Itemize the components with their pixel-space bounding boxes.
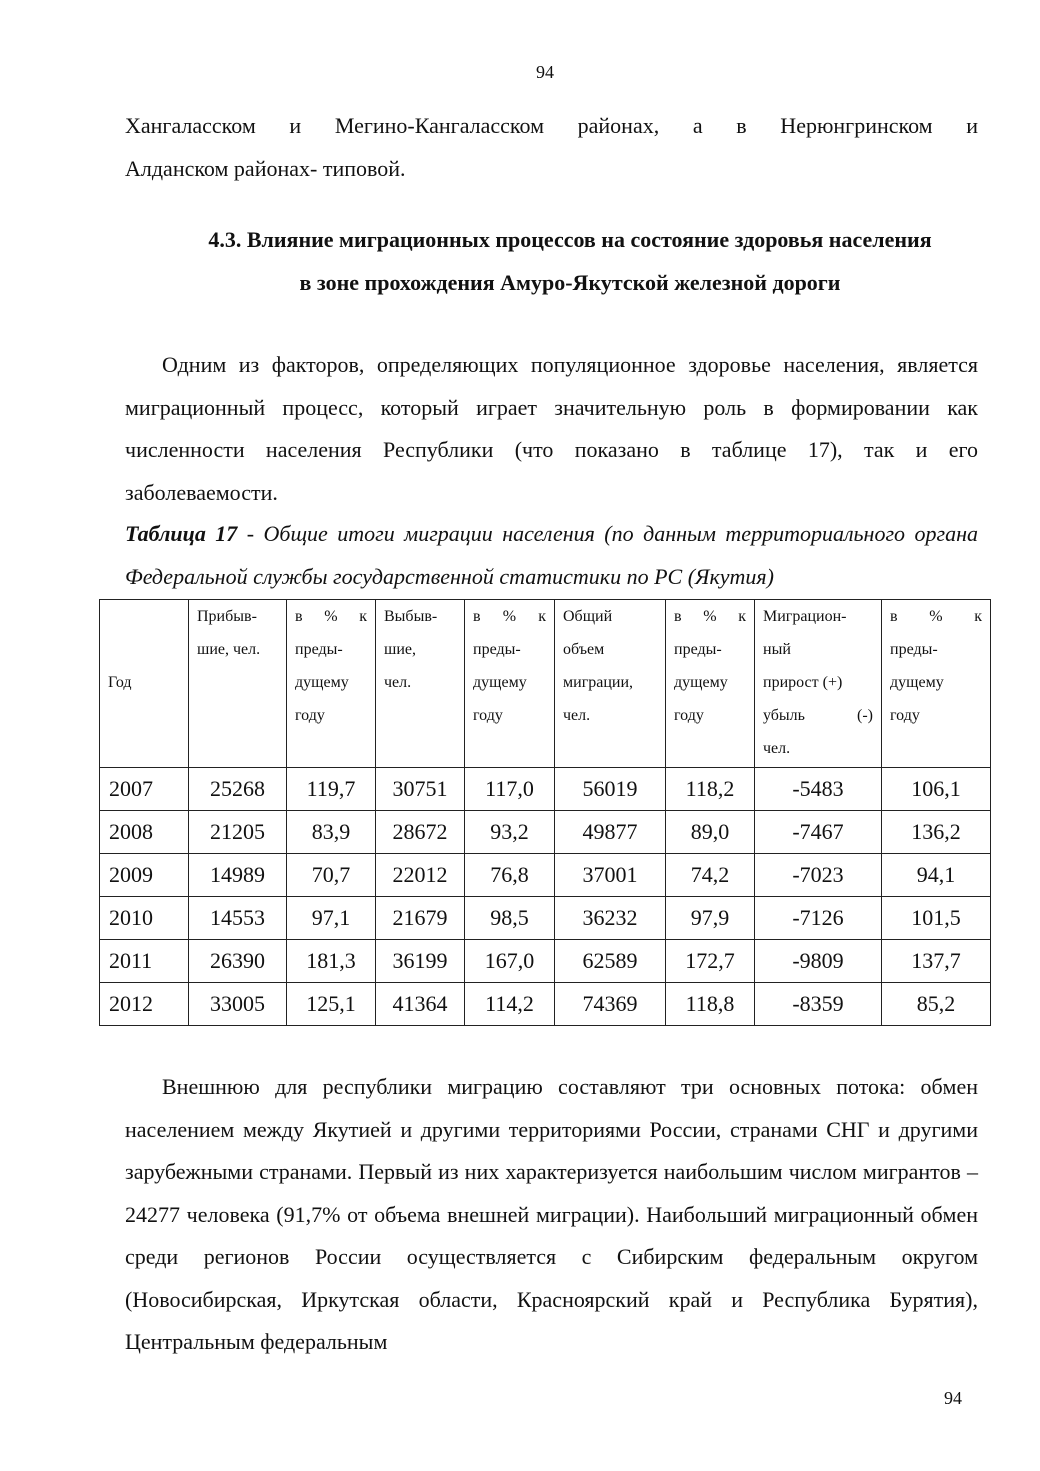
table-cell: 137,7 <box>882 940 991 983</box>
year-cell: 2011 <box>100 940 189 983</box>
table-cell: 76,8 <box>465 854 555 897</box>
table-cell: 36199 <box>376 940 465 983</box>
table-row <box>100 811 991 854</box>
intro-line: Алданском районах- типовой. <box>125 155 406 181</box>
table-cell: -9809 <box>755 940 882 983</box>
migration-table <box>99 599 991 1026</box>
header-line: шие, чел. <box>197 641 261 658</box>
table-cell: 98,5 <box>465 897 555 940</box>
table-cell: 28672 <box>376 811 465 854</box>
paragraph-1: Одним из факторов, определяющих популяционное здоровье населения, является миграционный процесс, который играет значительную роль в формировании как численности населения Республики (что показано в таблице 17), так и его заболеваемости. <box>125 352 978 505</box>
header-line: Общий <box>563 608 613 625</box>
header-cell <box>100 600 189 768</box>
header-line: Прибыв- <box>197 608 257 625</box>
table-cell: 14989 <box>189 854 287 897</box>
table-cell: 22012 <box>376 854 465 897</box>
table-cell: 118,8 <box>666 983 755 1026</box>
section-heading-line: 4.3. Влияние миграционных процессов на состояние здоровья населения <box>208 227 932 252</box>
table-row <box>100 983 991 1026</box>
intro-text <box>125 105 978 190</box>
header-line: Год <box>108 674 132 691</box>
header-line: шие, <box>384 641 416 658</box>
header-line: преды- <box>674 641 722 658</box>
table-cell: 118,2 <box>666 768 755 811</box>
header-line: Миграцион- <box>763 608 847 625</box>
header-line: Выбыв- <box>384 608 438 625</box>
table-cell: 85,2 <box>882 983 991 1026</box>
header-line: году <box>890 707 920 724</box>
header-line: в % к <box>295 608 367 625</box>
table-cell: 36232 <box>555 897 666 940</box>
table-cell: 117,0 <box>465 768 555 811</box>
header-line: в % к <box>674 608 746 625</box>
header-line: миграции, <box>563 674 634 691</box>
table-cell: 30751 <box>376 768 465 811</box>
table-cell: 49877 <box>555 811 666 854</box>
table-cell: 97,9 <box>666 897 755 940</box>
table-cell: 37001 <box>555 854 666 897</box>
header-line: году <box>674 707 704 724</box>
header-line: преды- <box>473 641 521 658</box>
table-cell: 101,5 <box>882 897 991 940</box>
table-cell: 26390 <box>189 940 287 983</box>
table-cell: 41364 <box>376 983 465 1026</box>
table-cell: 136,2 <box>882 811 991 854</box>
year-cell: 2008 <box>100 811 189 854</box>
table-cell: 93,2 <box>465 811 555 854</box>
paragraph-2: Внешнюю для республики миграцию составляют три основных потока: обмен населением между Якутией и другими территориями России, странами СНГ и другими зарубежными странами. Первый из них характеризуется наибольшим числом мигрантов – 24277 человека (91,7% от объема внешней миграции). Наибольший миграционный обмен среди регионов России осуществляется с Сибирским федеральным округом (Новосибирская, Иркутская области, Красноярский край и Республика Бурятия), Центральным федеральным <box>125 1074 978 1354</box>
table-caption-text: - Общие итоги миграции населения (по данным территориального органа Федеральной службы государственной статистики по РС (Якутия) <box>125 521 978 589</box>
table-row <box>100 768 991 811</box>
header-line: чел. <box>763 740 791 757</box>
table-cell: 33005 <box>189 983 287 1026</box>
table-cell: -7126 <box>755 897 882 940</box>
section-heading <box>125 219 1015 304</box>
table-cell: 56019 <box>555 768 666 811</box>
table-cell: 25268 <box>189 768 287 811</box>
table-cell: 114,2 <box>465 983 555 1026</box>
table-cell: 125,1 <box>287 983 376 1026</box>
header-cell <box>666 600 755 768</box>
header-line: ный <box>763 641 791 658</box>
table-cell: 83,9 <box>287 811 376 854</box>
header-cell <box>755 600 882 768</box>
header-line: преды- <box>890 641 938 658</box>
table-cell: 70,7 <box>287 854 376 897</box>
header-line: году <box>473 707 503 724</box>
table-cell: 21679 <box>376 897 465 940</box>
table-cell: 62589 <box>555 940 666 983</box>
table-cell: -7467 <box>755 811 882 854</box>
header-line: году <box>295 707 325 724</box>
header-line: дущему <box>674 674 728 691</box>
page-number-top: 94 <box>536 62 554 82</box>
table-cell: 181,3 <box>287 940 376 983</box>
page-number-bottom: 94 <box>944 1388 962 1408</box>
table-cell: -7023 <box>755 854 882 897</box>
year-cell: 2012 <box>100 983 189 1026</box>
table-cell: 74369 <box>555 983 666 1026</box>
table-cell: 106,1 <box>882 768 991 811</box>
table-cell: 94,1 <box>882 854 991 897</box>
table-cell: 172,7 <box>666 940 755 983</box>
header-cell <box>465 600 555 768</box>
table-cell: -8359 <box>755 983 882 1026</box>
year-cell: 2010 <box>100 897 189 940</box>
table-row <box>100 897 991 940</box>
table-caption <box>125 513 978 598</box>
header-line: преды- <box>295 641 343 658</box>
year-cell: 2007 <box>100 768 189 811</box>
header-line: дущему <box>890 674 944 691</box>
header-cell <box>189 600 287 768</box>
header-line: в % к <box>890 608 982 625</box>
section-heading-line: в зоне прохождения Амуро-Якутской железной дороги <box>299 269 841 295</box>
table-cell: 119,7 <box>287 768 376 811</box>
header-line: убыль (-) <box>763 707 873 724</box>
header-line: в % к <box>473 608 546 625</box>
table-caption-label: Таблица 17 <box>125 521 238 546</box>
header-line: прирост (+) <box>763 674 843 691</box>
table-cell: -5483 <box>755 768 882 811</box>
table-row <box>100 940 991 983</box>
table-header-row <box>100 600 991 768</box>
table-cell: 89,0 <box>666 811 755 854</box>
header-line: дущему <box>473 674 527 691</box>
header-line: дущему <box>295 674 349 691</box>
header-cell <box>882 600 991 768</box>
header-cell <box>555 600 666 768</box>
header-line: чел. <box>384 674 412 691</box>
year-cell: 2009 <box>100 854 189 897</box>
table-cell: 21205 <box>189 811 287 854</box>
header-cell <box>287 600 376 768</box>
table-row <box>100 854 991 897</box>
table-cell: 97,1 <box>287 897 376 940</box>
header-line: объем <box>563 641 605 658</box>
table-cell: 167,0 <box>465 940 555 983</box>
intro-line: Хангаласском и Мегино-Кангаласском районах, а в Нерюнгринском и <box>125 113 978 138</box>
header-line: чел. <box>563 707 591 724</box>
table-cell: 14553 <box>189 897 287 940</box>
table-cell: 74,2 <box>666 854 755 897</box>
header-cell <box>376 600 465 768</box>
